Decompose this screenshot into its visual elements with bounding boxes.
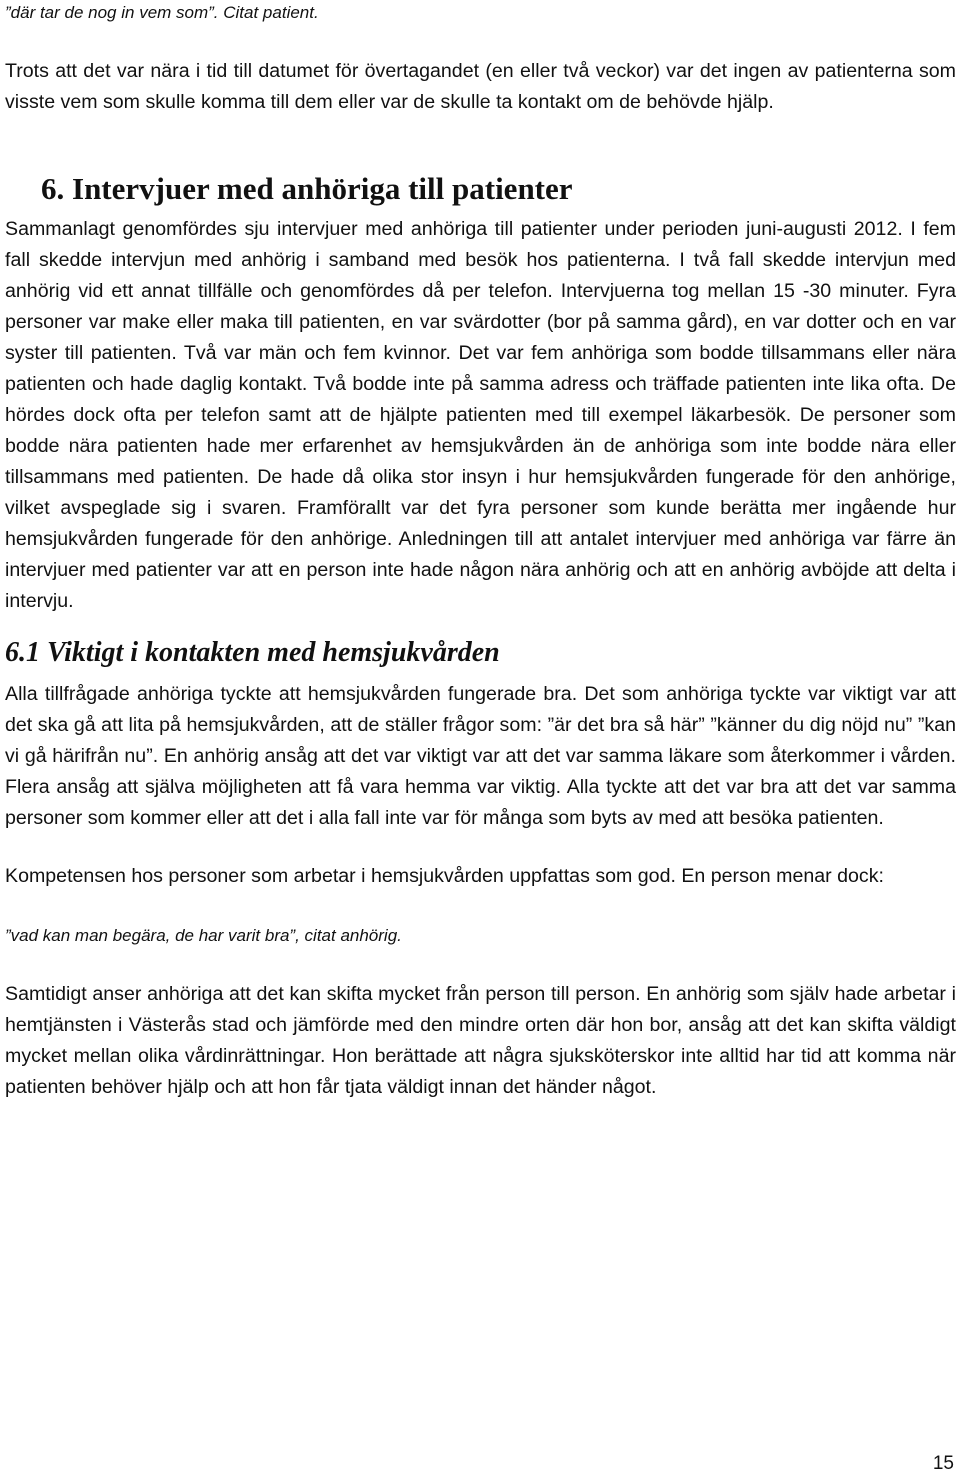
intro-paragraph: Trots att det var nära i tid till datumet för övertagandet (en eller två veckor) var det ingen av patienterna som visste vem som skulle komma till dem eller var de skulle ta kontakt om de behövde hjälp. (5, 60, 956, 113)
page-number: 15 (932, 1453, 954, 1474)
section-6-1-heading: 6.1 Viktigt i kontakten med hemsjukvården (5, 637, 500, 668)
section-6-1-paragraph-3: Samtidigt anser anhöriga att det kan skifta mycket från person till person. En anhörig som själv hade arbetar i hemtjänsten i Västerås stad och jämförde med den mindre orten där hon bor, ansåg att det kan skifta väldigt mycket mellan olika vårdinrättningar. Hon berättade att några sjuksköterskor inte alltid har tid att komma när patienten behöver hjälp och att hon får tjata väldigt innan det händer något. (5, 983, 956, 1098)
top-quote: ”där tar de nog in vem som”. Citat patient. (5, 3, 319, 22)
document-page (5, 0, 956, 1103)
section-6-1-paragraph-2: Kompetensen hos personer som arbetar i hemsjukvården uppfattas som god. En person menar dock: (5, 865, 884, 887)
section-6-1-paragraph-1: Alla tillfrågade anhöriga tyckte att hemsjukvården fungerade bra. Det som anhöriga tyckte var viktigt var att det ska gå att lita på hemsjukvården, att de ställer frågor som: ”är det bra så här” ”känner du dig nöjd nu” ”kan vi gå härifrån nu”. En anhörig ansåg att det var viktigt var att det var samma läkare som återkommer i vården. Flera ansåg att själva möjligheten att få vara hemma var viktig. Alla tyckte att det var bra att det var samma personer som kommer eller att det i alla fall inte var för många som byts av med att besöka patienten. (5, 683, 956, 829)
section-6-heading: 6. Intervjuer med anhöriga till patienter (41, 171, 573, 206)
section-6-paragraph: Sammanlagt genomfördes sju intervjuer med anhöriga till patienter under perioden juni-augusti 2012. I fem fall skedde intervjun med anhörig i samband med besök hos patienterna. I två fall skedde intervjun med anhörig vid ett annat tillfälle och genomfördes då per telefon. Intervjuerna tog mellan 15 -30 minuter. Fyra personer var make eller maka till patienten, en var svärdotter (bor på samma gård), en var dotter och en var syster till patienten. Två var män och fem kvinnor. Det var fem anhöriga som bodde tillsammans eller nära patienten och hade daglig kontakt. Två bodde inte på samma adress och träffade patienten inte lika ofta. De hördes dock ofta per telefon samt att de hjälpte patienten med till exempel läkarbesök. De personer som bodde nära patienten hade mer erfarenhet av hemsjukvården än de anhöriga som inte bodde nära eller tillsammans med patienten. De hade då olika stor insyn i hur hemsjukvården fungerade för den anhörige, vilket avspeglade sig i svaren. Framförallt var det fyra personer som kunde berätta mer ingående hur hemsjukvården fungerade för den anhörige. Anledningen till att antalet intervjuer med anhöriga var färre än intervjuer med patienter var att en person inte hade någon nära anhörig och att en anhörig avböjde att delta i intervju. (5, 218, 956, 612)
relative-quote: ”vad kan man begära, de har varit bra”, citat anhörig. (5, 926, 402, 945)
